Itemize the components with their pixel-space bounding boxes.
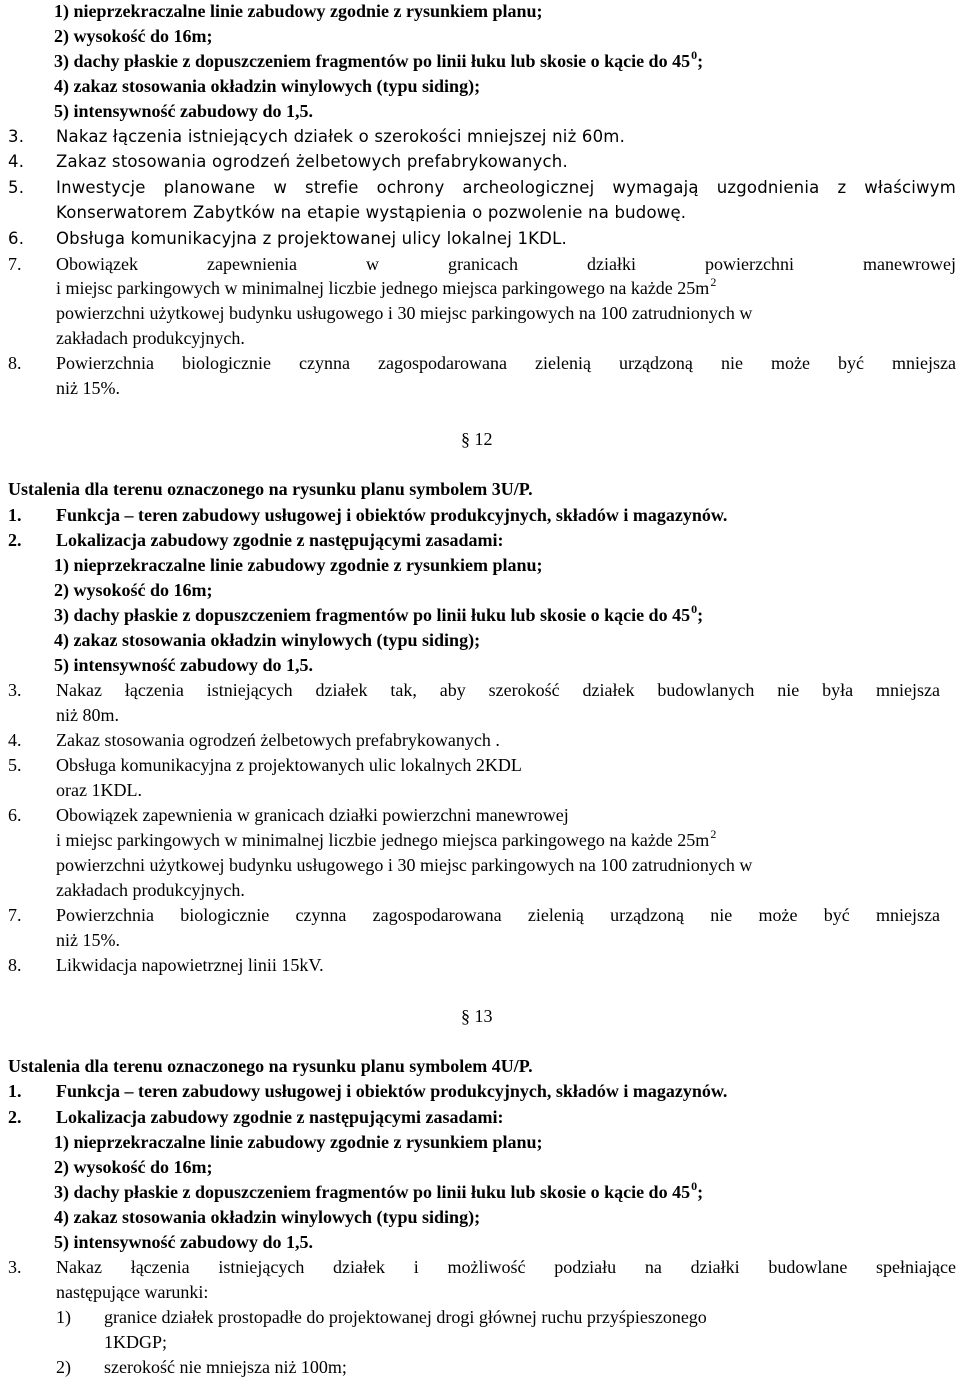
paragraph-12-label: § 12 (461, 429, 493, 449)
point-7-top: 7. Obowiązek zapewnienia w granicach działki powierzchni manewrowej (8, 254, 956, 274)
s13-sub-1: 1) granice działek prostopadłe do projektowanej drogi głównej ruchu przyśpieszonego (56, 1307, 707, 1327)
roof-list-item-3: 3) dachy płaskie z dopuszczeniem fragmentów po linii łuku lub skosie o kącie do $45^0$; (54, 48, 704, 71)
s13-point-3-cont: następujące warunki: (56, 1282, 209, 1302)
s13-sub-2: 2) szerokość nie mniejsza niż 100m; (56, 1357, 347, 1377)
s12-item-3: 3) dachy płaskie z dopuszczeniem fragmentów po linii łuku lub skosie o kącie do $45^0$; (54, 602, 704, 625)
point-7-top-cont-1: i miejsc parkingowych w minimalnej liczbie jednego miejsca parkingowego na każde $25m^2$ (56, 275, 717, 298)
point-5-top: 5. Inwestycje planowane w strefie ochrony archeologicznej wymagają uzgodnienia z właściwym (8, 178, 956, 197)
s13-item-5: 5) intensywność zabudowy do 1,5. (54, 1232, 314, 1252)
roof-list-item-5: 5) intensywność zabudowy do 1,5. (54, 101, 314, 121)
s13-item-3: 3) dachy płaskie z dopuszczeniem fragmentów po linii łuku lub skosie o kącie do $45^0$; (54, 1179, 704, 1202)
s12-item-1: 1) nieprzekraczalne linie zabudowy zgodnie z rysunkiem planu; (54, 555, 543, 575)
point-7-top-cont-2: powierzchni użytkowej budynku usługowego i 30 miejsc parkingowych na 100 zatrudnionych w (56, 303, 753, 323)
s13-point-1: 1. Funkcja – teren zabudowy usługowej i obiektów produkcyjnych, składów i magazynów. (8, 1081, 728, 1101)
s12-point-3: 3. Nakaz łączenia istniejących działek tak, aby szerokość działek budowlanych nie była mniejsza (8, 680, 940, 700)
s12-point-7: 7. Powierzchnia biologicznie czynna zagospodarowana zielenią urządzoną nie może być mniejsza (8, 905, 940, 925)
s13-point-2: 2. Lokalizacja zabudowy zgodnie z następującymi zasadami: (8, 1107, 504, 1127)
s12-point-2: 2. Lokalizacja zabudowy zgodnie z następującymi zasadami: (8, 530, 504, 550)
s12-point-4: 4. Zakaz stosowania ogrodzeń żelbetowych prefabrykowanych . (8, 730, 500, 750)
point-6-top: 6. Obsługa komunikacyjna z projektowanej ulicy lokalnej 1KDL. (8, 229, 567, 248)
s13-item-1: 1) nieprzekraczalne linie zabudowy zgodnie z rysunkiem planu; (54, 1132, 543, 1152)
s13-sub-1-cont: 1KDGP; (104, 1332, 168, 1352)
point-4-top: 4. Zakaz stosowania ogrodzeń żelbetowych prefabrykowanych. (8, 152, 568, 171)
roof-list-item-1: 1) nieprzekraczalne linie zabudowy zgodnie z rysunkiem planu; (54, 1, 543, 21)
s12-point-1: 1. Funkcja – teren zabudowy usługowej i obiektów produkcyjnych, składów i magazynów. (8, 505, 728, 525)
s12-point-6: 6. Obowiązek zapewnienia w granicach działki powierzchni manewrowej (8, 805, 569, 825)
paragraph-13-label: § 13 (461, 1006, 493, 1026)
point-8-top: 8. Powierzchnia biologicznie czynna zagospodarowana zielenią urządzoną nie może być mniejsza (8, 353, 956, 373)
s12-point-6-cont-1: i miejsc parkingowych w minimalnej liczbie jednego miejsca parkingowego na każde $25m^2$ (56, 827, 717, 850)
s12-point-6-cont-3: zakładach produkcyjnych. (56, 880, 245, 900)
section-12-heading: Ustalenia dla terenu oznaczonego na rysunku planu symbolem 3U/P. (8, 479, 533, 499)
point-3-top: 3. Nakaz łączenia istniejących działek o szerokości mniejszej niż 60m. (8, 127, 626, 146)
s12-point-3-cont: niż 80m. (56, 705, 119, 725)
roof-list-item-2: 2) wysokość do 16m; (54, 26, 213, 46)
s13-point-3: 3. Nakaz łączenia istniejących działek i możliwość podziału na działki budowlane spełniające (8, 1257, 956, 1277)
s12-point-7-cont: niż 15%. (56, 930, 120, 950)
roof-list-item-4: 4) zakaz stosowania okładzin winylowych (typu siding); (54, 76, 481, 96)
point-7-top-cont-3: zakładach produkcyjnych. (56, 328, 245, 348)
s12-point-8: 8. Likwidacja napowietrznej linii 15kV. (8, 955, 324, 975)
point-8-top-cont: niż 15%. (56, 378, 120, 398)
s12-item-2: 2) wysokość do 16m; (54, 580, 213, 600)
point-5-top-cont: Konserwatorem Zabytków na etapie wystąpienia o pozwolenie na budowę. (56, 203, 687, 222)
s12-item-4: 4) zakaz stosowania okładzin winylowych (typu siding); (54, 630, 481, 650)
s12-point-5: 5. Obsługa komunikacyjna z projektowanych ulic lokalnych 2KDL (8, 755, 522, 775)
s12-point-6-cont-2: powierzchni użytkowej budynku usługowego i 30 miejsc parkingowych na 100 zatrudnionych w (56, 855, 753, 875)
s13-item-4: 4) zakaz stosowania okładzin winylowych (typu siding); (54, 1207, 481, 1227)
s12-item-5: 5) intensywność zabudowy do 1,5. (54, 655, 314, 675)
section-13-heading: Ustalenia dla terenu oznaczonego na rysunku planu symbolem 4U/P. (8, 1056, 533, 1076)
s12-point-5-cont: oraz 1KDL. (56, 780, 142, 800)
s13-item-2: 2) wysokość do 16m; (54, 1157, 213, 1177)
